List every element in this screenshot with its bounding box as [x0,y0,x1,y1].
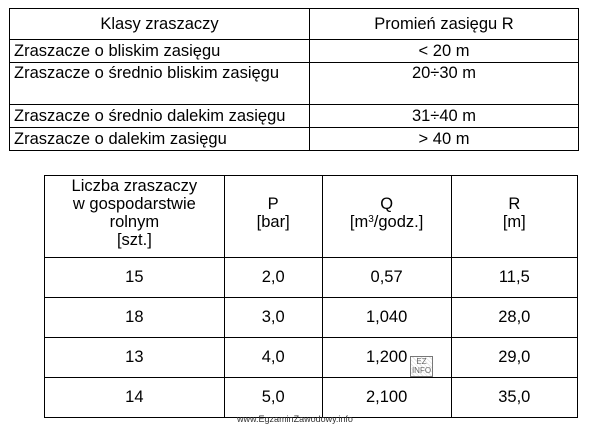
header-line: Liczba zraszaczy [71,177,198,195]
r-cell: 29,0 [451,338,577,378]
p-cell: 2,0 [224,258,322,298]
header-line: w gospodarstwie [72,195,196,213]
p-cell: 5,0 [224,378,322,418]
sprinkler-classes-table [9,8,579,151]
footer-watermark: www.EgzaminZawodowy.info [237,414,353,424]
column-header-classes: Klasy zraszaczy [10,9,310,40]
header-symbol: P [267,195,279,213]
watermark-badge [410,356,433,377]
header-unit: [bar] [256,213,290,231]
range-cell: > 40 m [310,128,579,151]
column-header-r [451,176,577,258]
column-header-count [45,176,225,258]
count-cell: 18 [45,298,225,338]
q-cell: 0,57 [322,258,451,298]
class-name-cell: Zraszacze o dalekim zasięgu [10,128,310,151]
table-row [10,128,579,151]
r-cell: 11,5 [451,258,577,298]
table-row [45,298,578,338]
header-symbol: R [508,195,521,213]
q-cell: 1,040 [322,298,451,338]
class-name-cell: Zraszacze o bliskim zasięgu [10,40,310,63]
table-row [10,105,579,128]
count-cell: 14 [45,378,225,418]
header-symbol: Q [380,195,394,213]
column-header-q [322,176,451,258]
count-cell: 15 [45,258,225,298]
column-header-range: Promień zasięgu R [310,9,579,40]
badge-line: INFO [411,366,432,375]
badge-line: EZ [416,357,427,366]
table-header-row [45,176,578,258]
r-cell: 28,0 [451,298,577,338]
class-name-cell: Zraszacze o średnio dalekim zasięgu [10,105,310,128]
range-cell: 31÷40 m [310,105,579,128]
farm-sprinklers-table [44,175,578,418]
class-name-cell: Zraszacze o średnio bliskim zasięgu [10,63,310,105]
r-cell: 35,0 [451,378,577,418]
p-cell: 3,0 [224,298,322,338]
q-cell: 1,200 [322,338,451,378]
count-cell: 13 [45,338,225,378]
column-header-p [224,176,322,258]
header-unit: $[m^3/godz.]$ [349,213,424,231]
header-line: rolnym [109,213,160,231]
table-row [10,40,579,63]
header-line: [szt.] [116,231,152,249]
table-row [10,63,579,105]
range-cell: < 20 m [310,40,579,63]
table-row [45,378,578,418]
table-row [45,338,578,378]
header-unit: [m] [502,213,526,231]
table-header-row [10,9,579,40]
p-cell: 4,0 [224,338,322,378]
range-cell: 20÷30 m [310,63,579,105]
table-row [45,258,578,298]
q-cell: 2,100 [322,378,451,418]
